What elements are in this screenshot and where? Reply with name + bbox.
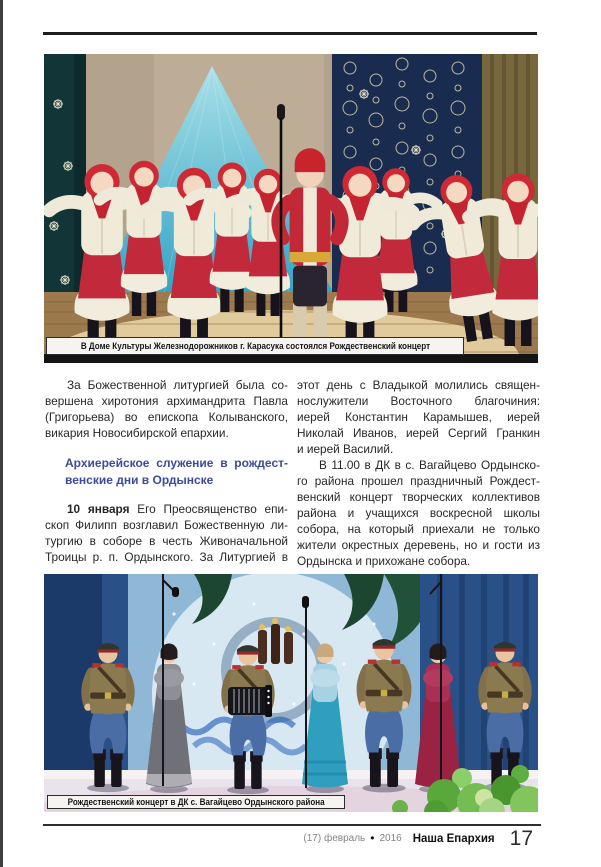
- body-line: Троицы р. п. Ордынского. За Литургией в: [45, 549, 288, 564]
- top-photo-illustration: [44, 54, 538, 363]
- top-photo-caption-text: В Доме Культуры Железнодорожников г. Карасука состоялся Рождественский концерт: [80, 340, 430, 352]
- bottom-photo-illustration: [44, 574, 538, 812]
- footer: [43, 828, 533, 849]
- body-line: Николай Иванов, иерей Сергий Гранкин: [297, 426, 540, 440]
- body-line: За Божественной литургией была со-: [67, 378, 288, 392]
- body-line: этот день с Владыкой молились священ-: [297, 378, 540, 392]
- top-photo-caption: [46, 337, 464, 355]
- body-line: го района прошел праздничный Рождест-: [297, 474, 540, 488]
- bottom-photo-caption-text: Рождественский концерт в ДК с. Вагайцево Ордынского района: [67, 796, 325, 808]
- page-number: 17: [509, 827, 533, 850]
- body-line: и иерей Василий.: [297, 442, 394, 456]
- body-line: Ордынска и прихожане собора.: [297, 554, 471, 568]
- date-lead: 10 января: [67, 501, 130, 516]
- body-line: викария Новосибирской епархии.: [45, 426, 229, 440]
- body-line: тургию в соборе в честь Живоначальной: [45, 533, 288, 548]
- footer-year: 2016: [379, 833, 402, 844]
- footer-rule: [43, 824, 541, 826]
- heading-line: венские дни в Ордынске: [65, 473, 214, 488]
- body-line: венский концерт творческих коллективов: [297, 490, 540, 504]
- body-line: собора, на который приехали не только: [297, 522, 540, 536]
- body-line: В 11.00 в ДК в с. Вагайцево Ордынско-: [319, 458, 540, 472]
- footer-bullet-icon: •: [370, 830, 375, 845]
- body-line: района и учащихся воскресной школы: [297, 506, 540, 520]
- footer-brand: Наша Епархия: [412, 832, 495, 845]
- right-column: [297, 377, 540, 569]
- top-rule: [43, 32, 537, 35]
- body-line: иерей Константин Карамышев, иерей: [297, 410, 540, 424]
- bottom-photo: [44, 574, 538, 812]
- footer-issue: (17) февраль: [303, 833, 366, 844]
- section-heading: [65, 455, 288, 490]
- body-line: (Григорьева) во епископа Колыванского,: [45, 410, 288, 424]
- left-column: [45, 377, 288, 569]
- body-line: жители окрестных деревень, но и гости из: [297, 538, 540, 552]
- body-line: нослужители Восточного благочиния:: [297, 394, 540, 408]
- body-line: [45, 501, 288, 517]
- article-body: [45, 377, 540, 569]
- body-line: скоп Филипп возглавил Божественную ли-: [45, 517, 288, 532]
- heading-line: Архиерейское служение в рождест-: [65, 456, 288, 470]
- page-left-edge: [0, 0, 3, 867]
- body-line: вершена хиротония архимандрита Павла: [45, 394, 288, 408]
- bottom-photo-caption: [47, 795, 345, 809]
- top-photo: [44, 54, 538, 363]
- body-line-text: Его Преосвященство епи-: [129, 501, 288, 516]
